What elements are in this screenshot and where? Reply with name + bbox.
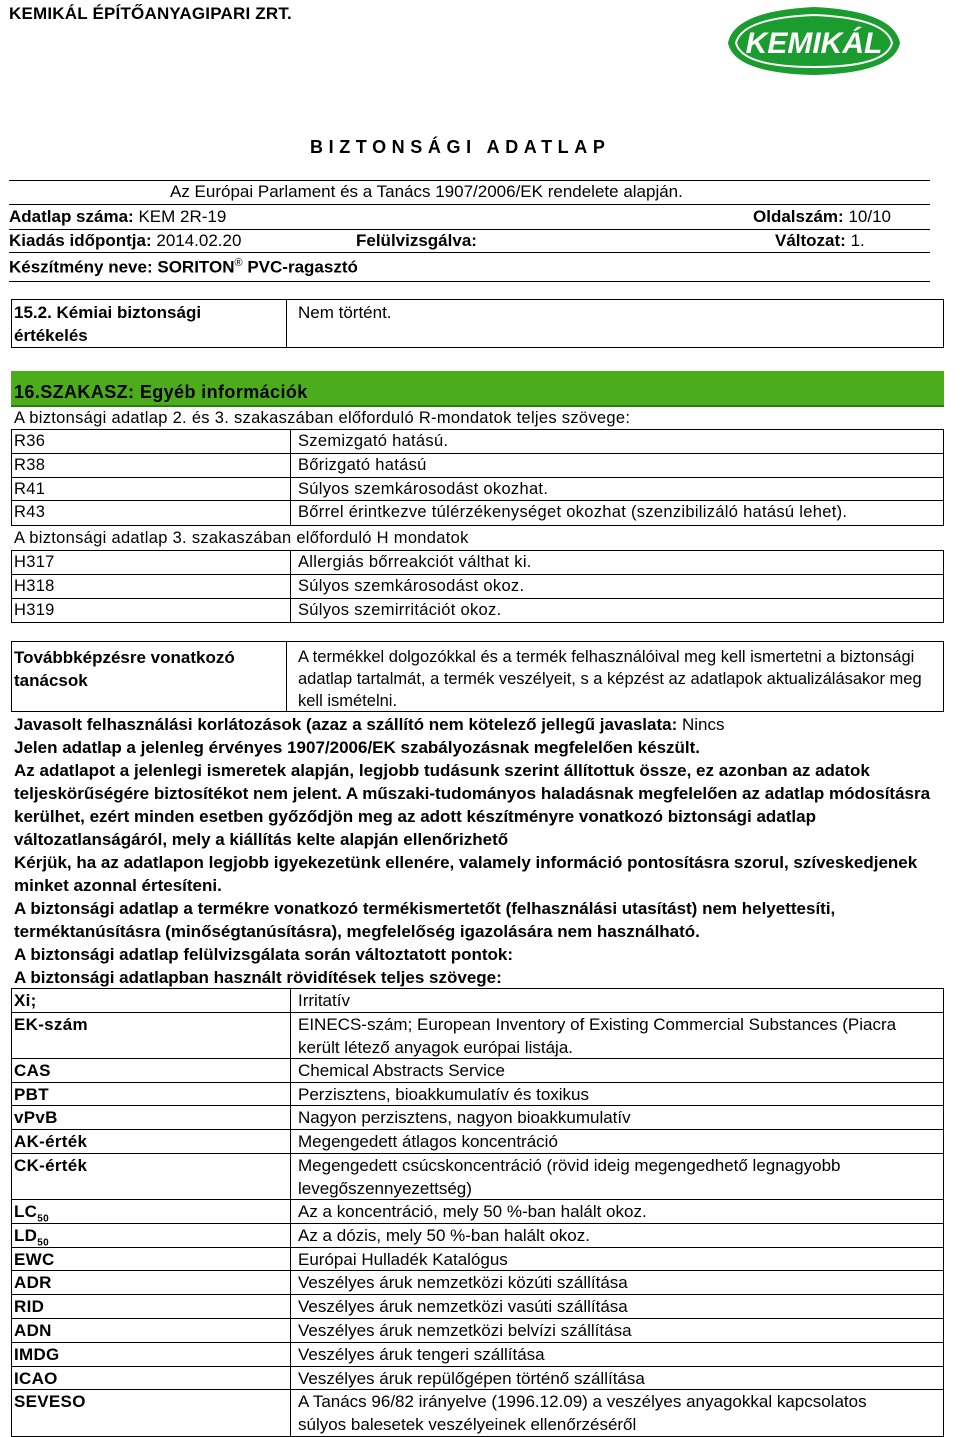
document-title: BIZTONSÁGI ADATLAP: [310, 137, 611, 157]
training-text: A termékkel dolgozókkal és a termék felhasználóival meg kell ismertetni a biztonsági adatlap tartalmát, a termék veszélyeit, s a képzést az adatlapok aktualizálásakor meg kell ismételni.: [298, 648, 922, 710]
svg-text:KEMIKÁL: KEMIKÁL: [745, 27, 883, 60]
table-row: H319 Súlyos szemirritációt okoz.: [12, 599, 943, 623]
paragraph: A biztonsági adatlap felülvizsgálata során változtatott pontok:: [14, 945, 514, 964]
table-row: CAS Chemical Abstracts Service: [12, 1059, 943, 1083]
table-row: H318 Súlyos szemkárosodást okoz.: [12, 575, 943, 599]
table-row: R43 Bőrrel érintkezve túlérzékenységet okozhat (szenzibilizáló hatású lehet).: [12, 501, 943, 525]
table-row: $LD_{50}$ Az a dózis, mely 50 %-ban halált okoz.: [12, 1224, 943, 1248]
table-row: ADR Veszélyes áruk nemzetközi közúti szállítása: [12, 1271, 943, 1295]
r-phrases-heading: A biztonsági adatlap 2. és 3. szakaszában előforduló R-mondatok teljes szövege:: [14, 409, 631, 427]
table-row: IMDG Veszélyes áruk tengeri szállítása: [12, 1343, 943, 1367]
paragraph: A biztonsági adatlap a termékre vonatkozó termékismertetőt (felhasználási utasítást) nem helyettesíti, terméktanúsításra (minőségtanúsításra), megfelelőség igazolására nem használható.: [14, 899, 836, 941]
table-row: Xi; Irritatív: [12, 989, 943, 1013]
h-phrases-table: [11, 550, 944, 623]
review-label: Felülvizsgálva:: [356, 231, 477, 250]
table-row: R41 Súlyos szemkárosodást okozhat.: [12, 478, 943, 502]
product-name: Készítmény neve: SORITON® PVC-ragasztó: [9, 257, 358, 277]
kemikal-logo: [724, 3, 904, 77]
training-label: Továbbképzésre vonatkozó tanácsok: [14, 648, 235, 690]
table-row: R36 Szemizgató hatású.: [12, 430, 943, 454]
table-row: EK-szám EINECS-szám; European Inventory of Existing Commercial Substances (Piacra került létező anyagok európai listája.: [12, 1013, 943, 1059]
table-row: ICAO Veszélyes áruk repülőgépen történő szállítása: [12, 1367, 943, 1391]
table-row: AK-érték Megengedett átlagos koncentráció: [12, 1130, 943, 1154]
table-row: vPvB Nagyon perzisztens, nagyon bioakkumulatív: [12, 1106, 943, 1130]
paragraph: A biztonsági adatlapban használt rövidítések teljes szövege:: [14, 968, 502, 987]
company-name: KEMIKÁL ÉPÍTŐANYAGIPARI ZRT.: [9, 4, 292, 23]
table-row: EWC Európai Hulladék Katalógus: [12, 1248, 943, 1272]
regulation-line: Az Európai Parlament és a Tanács 1907/2006/EK rendelete alapján.: [170, 182, 683, 201]
table-row: SEVESO A Tanács 96/82 irányelve (1996.12.09) a veszélyes anyagokkal kapcsolatos súlyos balesetek veszélyeinek ellenőrzéséről: [14, 1392, 867, 1435]
paragraph: Az adatlapot a jelenlegi ismeretek alapján, legjobb tudásunk szerint állítottuk össze, ez azonban az adatok teljeskörűségére biztosítékot nem jelent. A műszaki-tudományos haladásnak megfelelően az adatlap módosításra kerülhet, ezért minden esetben győződjön meg az adott készítményre vonatkozó biztonsági adatlap változatlanságáról, mely a kiállítás kelte alapján ellenőrizhető: [14, 761, 931, 849]
section-15-2-value: Nem történt.: [298, 303, 392, 322]
table-row: CK-érték Megengedett csúcskoncentráció (rövid ideig megengedhető legnagyobb levegőszennyezettség): [12, 1154, 943, 1200]
h-phrases-heading: A biztonsági adatlap 3. szakaszában előforduló H mondatok: [14, 529, 469, 547]
issue-date: Kiadás időpontja: 2014.02.20: [9, 231, 242, 250]
section-16-title: 16.SZAKASZ: Egyéb információk: [14, 382, 308, 402]
kemikal-logo-icon: [724, 3, 904, 77]
r-phrases-table: [11, 429, 944, 526]
version: Változat: 1.: [775, 231, 865, 250]
section-15-2-label: 15.2. Kémiai biztonsági értékelés: [14, 303, 202, 345]
table-row: RID Veszélyes áruk nemzetközi vasúti szállítása: [12, 1295, 943, 1319]
abbreviations-table: [11, 988, 944, 1437]
paragraph: Kérjük, ha az adatlapon legjobb igyekezetünk ellenére, valamely információ pontosításra szorul, szíveskedjenek minket azonnal értesíteni.: [14, 853, 918, 895]
sheet-number: Adatlap száma: KEM 2R-19: [9, 207, 227, 226]
page-number: Oldalszám: 10/10: [753, 207, 891, 226]
table-row: H317 Allergiás bőrreakciót válthat ki.: [12, 551, 943, 575]
table-row: $LC_{50}$ Az a koncentráció, mely 50 %-ban halált okoz.: [12, 1200, 943, 1224]
table-row: R38 Bőrizgató hatású: [12, 454, 943, 478]
table-row: ADN Veszélyes áruk nemzetközi belvízi szállítása: [12, 1319, 943, 1343]
paragraph: Jelen adatlap a jelenleg érvényes 1907/2006/EK szabályozásnak megfelelően készült.: [14, 738, 701, 757]
restrictions-line: Javasolt felhasználási korlátozások (azaz a szállító nem kötelező jellegű javaslata: Nincs: [14, 715, 725, 734]
table-row: PBT Perzisztens, bioakkumulatív és toxikus: [12, 1083, 943, 1107]
